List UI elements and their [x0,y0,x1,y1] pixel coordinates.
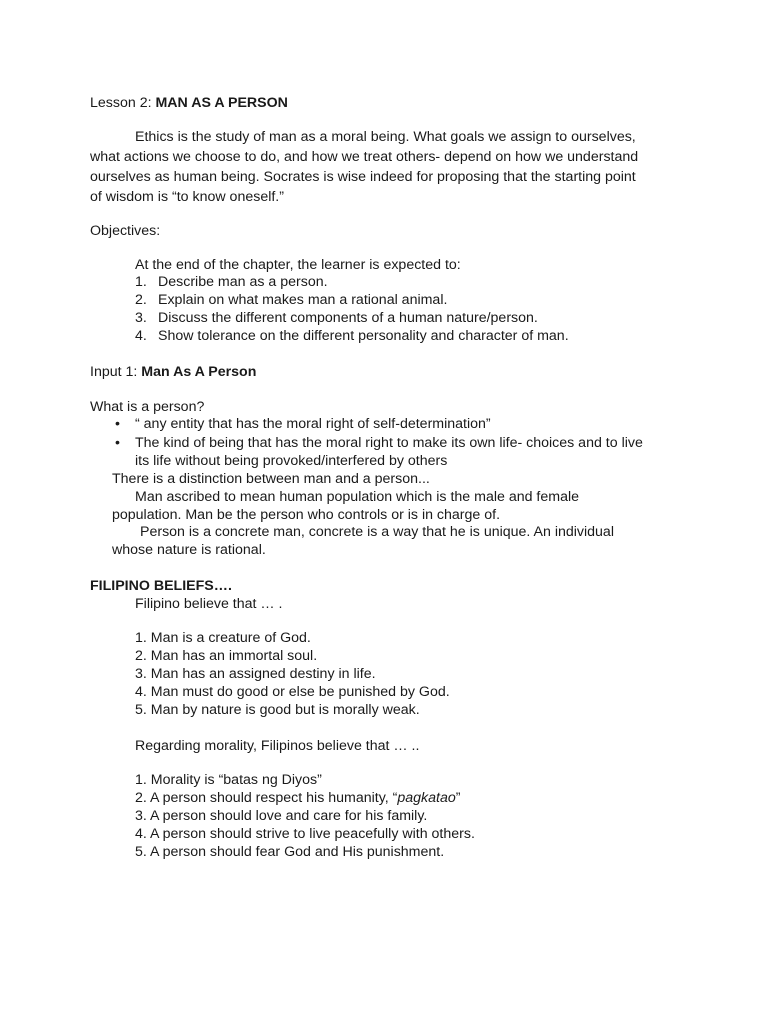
lesson-prefix: Lesson 2: [90,95,156,111]
belief-item: 5. Man by nature is good but is morally weak. [135,702,420,718]
person-distinction: There is a distinction between man and a person... [112,471,430,487]
belief-item: 3. Man has an assigned destiny in life. [135,666,376,682]
filipino-lead: Filipino believe that … . [135,596,283,612]
intro-line-2: what actions we choose to do, and how we treat others- depend on how we understand [90,149,639,165]
person-bullet-2-line-2: its life without being provoked/interfered by others [135,453,448,469]
person-question: What is a person? [90,399,205,415]
input-prefix: Input 1: [90,364,142,380]
morality-item [135,789,460,807]
objective-text: Show tolerance on the different personality and character of man. [158,328,569,344]
belief-item: 4. Man must do good or else be punished by God. [135,684,450,700]
man-line-2: population. Man be the person who controls or is in charge of. [112,507,501,523]
morality-lead: Regarding morality, Filipinos believe that … .. [135,738,420,754]
bullet-icon: • [115,435,120,451]
input-heading [90,363,256,381]
objective-text: Discuss the different components of a human nature/person. [158,310,538,326]
person-bullet-2-line-1: The kind of being that has the moral right to make its own life- choices and to live [135,435,643,451]
intro-line-4: of wisdom is “to know oneself.” [90,189,284,205]
filipino-heading: FILIPINO BELIEFS…. [90,578,232,594]
belief-item: 1. Man is a creature of God. [135,630,311,646]
objectives-lead: At the end of the chapter, the learner is expected to: [135,257,461,273]
morality-item: 4. A person should strive to live peacefully with others. [135,826,475,842]
morality-2-prefix: 2. A person should respect his humanity, “ [135,790,398,806]
belief-item: 2. Man has an immortal soul. [135,648,318,664]
intro-line-1: Ethics is the study of man as a moral being. What goals we assign to ourselves, [135,129,636,145]
objectives-heading: Objectives: [90,223,161,239]
objective-number: 4. [135,328,147,344]
person-bullet-1: “ any entity that has the moral right of self-determination” [135,416,491,432]
lesson-title: MAN AS A PERSON [155,95,288,111]
person-def-line-2: whose nature is rational. [112,542,266,558]
person-def-line-1: Person is a concrete man, concrete is a way that he is unique. An individual [140,524,614,540]
morality-item: 5. A person should fear God and His punishment. [135,844,445,860]
objective-number: 1. [135,274,147,290]
morality-2-italic: pagkatao [397,790,456,806]
input-title: Man As A Person [141,364,257,380]
morality-2-suffix: ” [455,790,461,806]
objective-text: Describe man as a person. [158,274,328,290]
man-line-1: Man ascribed to mean human population which is the male and female [135,489,580,505]
morality-item: 1. Morality is “batas ng Diyos” [135,772,322,788]
objective-number: 2. [135,292,147,308]
intro-line-3: ourselves as human being. Socrates is wise indeed for proposing that the starting point [90,169,636,185]
objective-number: 3. [135,310,147,326]
bullet-icon: • [115,416,120,432]
lesson-heading [90,94,288,112]
objective-text: Explain on what makes man a rational animal. [158,292,448,308]
morality-item: 3. A person should love and care for his family. [135,808,428,824]
